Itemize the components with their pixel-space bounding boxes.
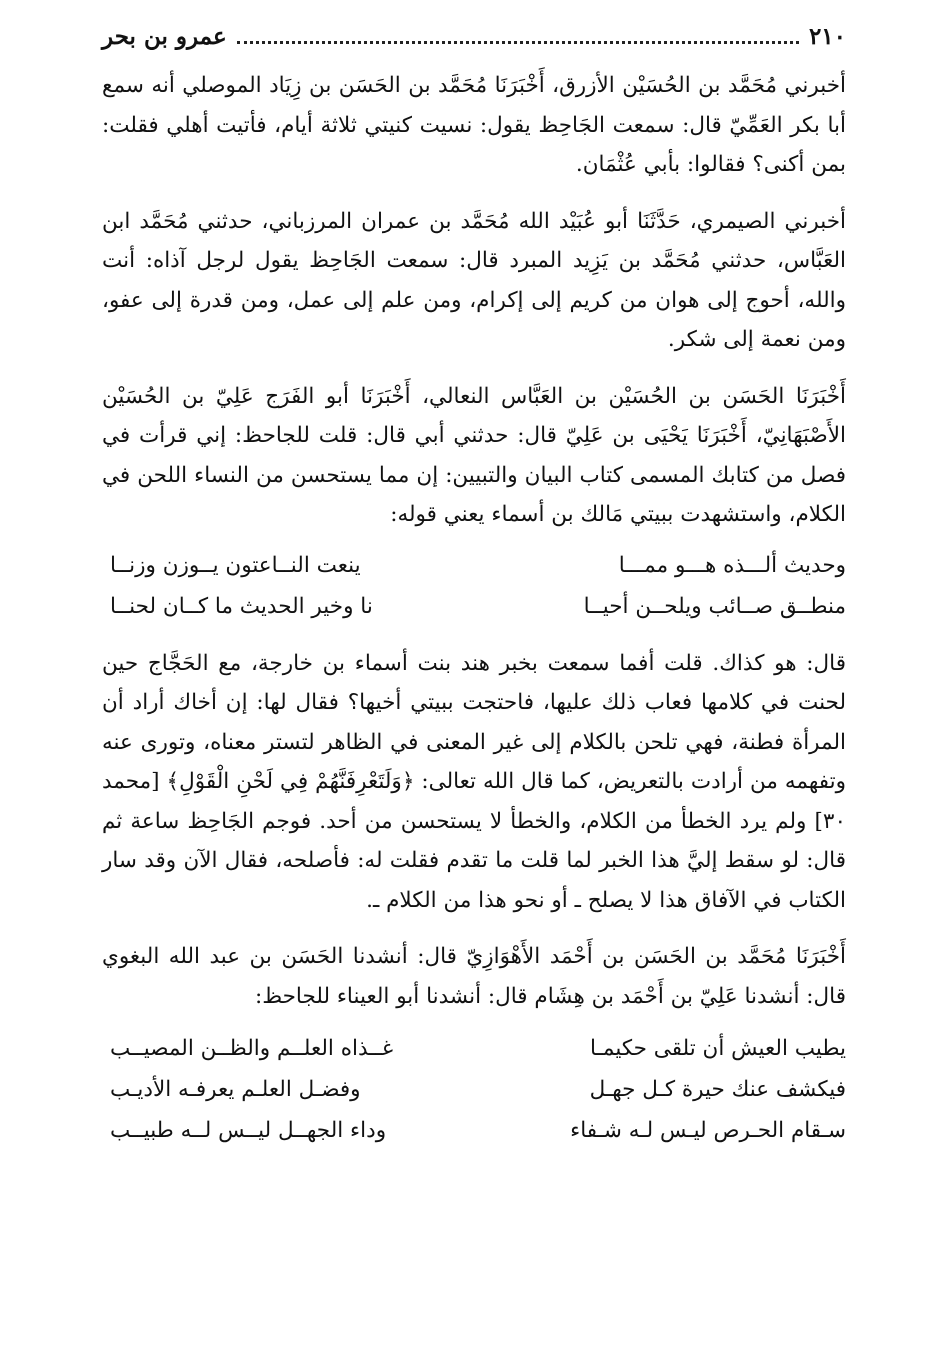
verse <box>102 586 846 627</box>
verse-first-hemistich: فيكشف عنك حيرة كـل جهـل <box>589 1077 846 1102</box>
paragraph-4: قال: هو كذاك. قلت أفما سمعت بخبر هند بنت أسماء بن خارجة، مع الحَجَّاج حين لحنت في كلامها فعاب ذلك عليها، فاحتجت ببيتي أخيها؟ فقال لها: إن أخاك أراد أن المرأة فطنة، فهي تلحن بالكلام إلى غير المعنى في الظاهر لتستر معناه، وتورى عنه وتفهمه من أرادت بالتعريض، كما قال الله تعالى: ﴿وَلَتَعْرِفَنَّهُمْ فِي لَحْنِ الْقَوْلِ﴾ [محمد ٣٠] ولم يرد الخطأ من الكلام، والخطأ لا يستحسن من أحد. فوجم الجَاحِظ ساعة ثم قال: لو سقط إليَّ هذا الخبر لما قلت ما تقدم فقلت له: فأصلحه، فقال الآن وقد سار الكتاب في الآفاق هذا لا يصلح ـ أو نحو هذا من الكلام ـ. <box>102 650 846 913</box>
page-number: ٢١٠ <box>808 22 846 50</box>
page-header <box>102 18 846 54</box>
paragraph-1: أخبرني مُحَمَّد بن الحُسَيْن الأزرق، أَخْبَرَنَا مُحَمَّد بن الحَسَن بن زِيَاد الموصلي أنه سمع أبا بكر العَمِّيّ قال: سمعت الجَاحِظ يقول: نسيت كنيتي ثلاثة أيام، فأتيت أهلي فقلت: بمن أكنى؟ فقالوا: بأبي عُثْمَان. <box>102 73 846 177</box>
verse-first-hemistich: وحديث ألـــذه هـــو ممـــا <box>618 552 846 578</box>
paragraph-3: أَخْبَرَنَا الحَسَن بن الحُسَيْن بن العَبَّاس النعالي، أَخْبَرَنَا أبو الفَرَج عَلِيّ بن الحُسَيْن الأَصْبَهَانِيّ، أَخْبَرَنَا يَحْيَى بن عَلِيّ قال: حدثني أبي قال: قلت للجاحظ: إني قرأت في فصل من كتابك المسمى كتاب البيان والتبيين: إن مما يستحسن من النساء اللحن في الكلام، واستشهدت ببيتي مَالك بن أسماء يعني قوله: <box>102 383 846 527</box>
poem-1 <box>102 545 846 627</box>
verse <box>102 545 846 586</box>
verse-second-hemistich: وفضـل العلـم يعرفـه الأديـب <box>110 1077 361 1102</box>
book-page <box>102 18 846 1151</box>
paragraph-2: أخبرني الصيمري، حَدَّثَنَا أبو عُبَيْد الله مُحَمَّد بن عمران المرزباني، حدثني مُحَمَّد ابن العَبَّاس، حدثني مُحَمَّد بن يَزِيد المبرد قال: سمعت الجَاحِظ يقول لرجل آذاه: أنت والله، أحوج إلى هوان من كريم إلى إكرام، ومن علم إلى عمل، ومن قدرة إلى عفو، ومن نعمة إلى شكر. <box>102 208 846 352</box>
verse-first-hemistich: يطيب العيش أن تلقى حكيمـا <box>590 1036 846 1061</box>
verse-second-hemistich: وداء الجهــل ليــس لــه طبيــب <box>110 1118 387 1143</box>
poem-2 <box>102 1028 846 1151</box>
running-title: عمرو بن بحر <box>102 22 227 50</box>
verse-second-hemistich: نا وخير الحديث ما كــان لحنــا <box>110 593 373 619</box>
paragraph-5: أَخْبَرَنَا مُحَمَّد بن الحَسَن بن أَحْمَد الأَهْوَازِيّ قال: أنشدنا الحَسَن بن عبد الله البغوي قال: أنشدنا عَلِيّ بن أَحْمَد بن هِشَام قال: أنشدنا أبو العيناء للجاحظ: <box>102 944 846 1009</box>
verse <box>102 1028 846 1069</box>
verse-first-hemistich: سـقام الحـرص ليـس لـه شـفاء <box>570 1118 846 1143</box>
verse <box>102 1069 846 1110</box>
header-dot-leader <box>237 41 799 44</box>
verse-second-hemistich: غــذاه العلــم والظــن المصيــب <box>110 1036 394 1061</box>
verse-second-hemistich: ينعت النــاعتون يــوزن وزنــا <box>110 552 361 578</box>
verse-first-hemistich: منطــق صــائب ويلحــن أحيــا <box>583 593 846 619</box>
verse <box>102 1110 846 1151</box>
